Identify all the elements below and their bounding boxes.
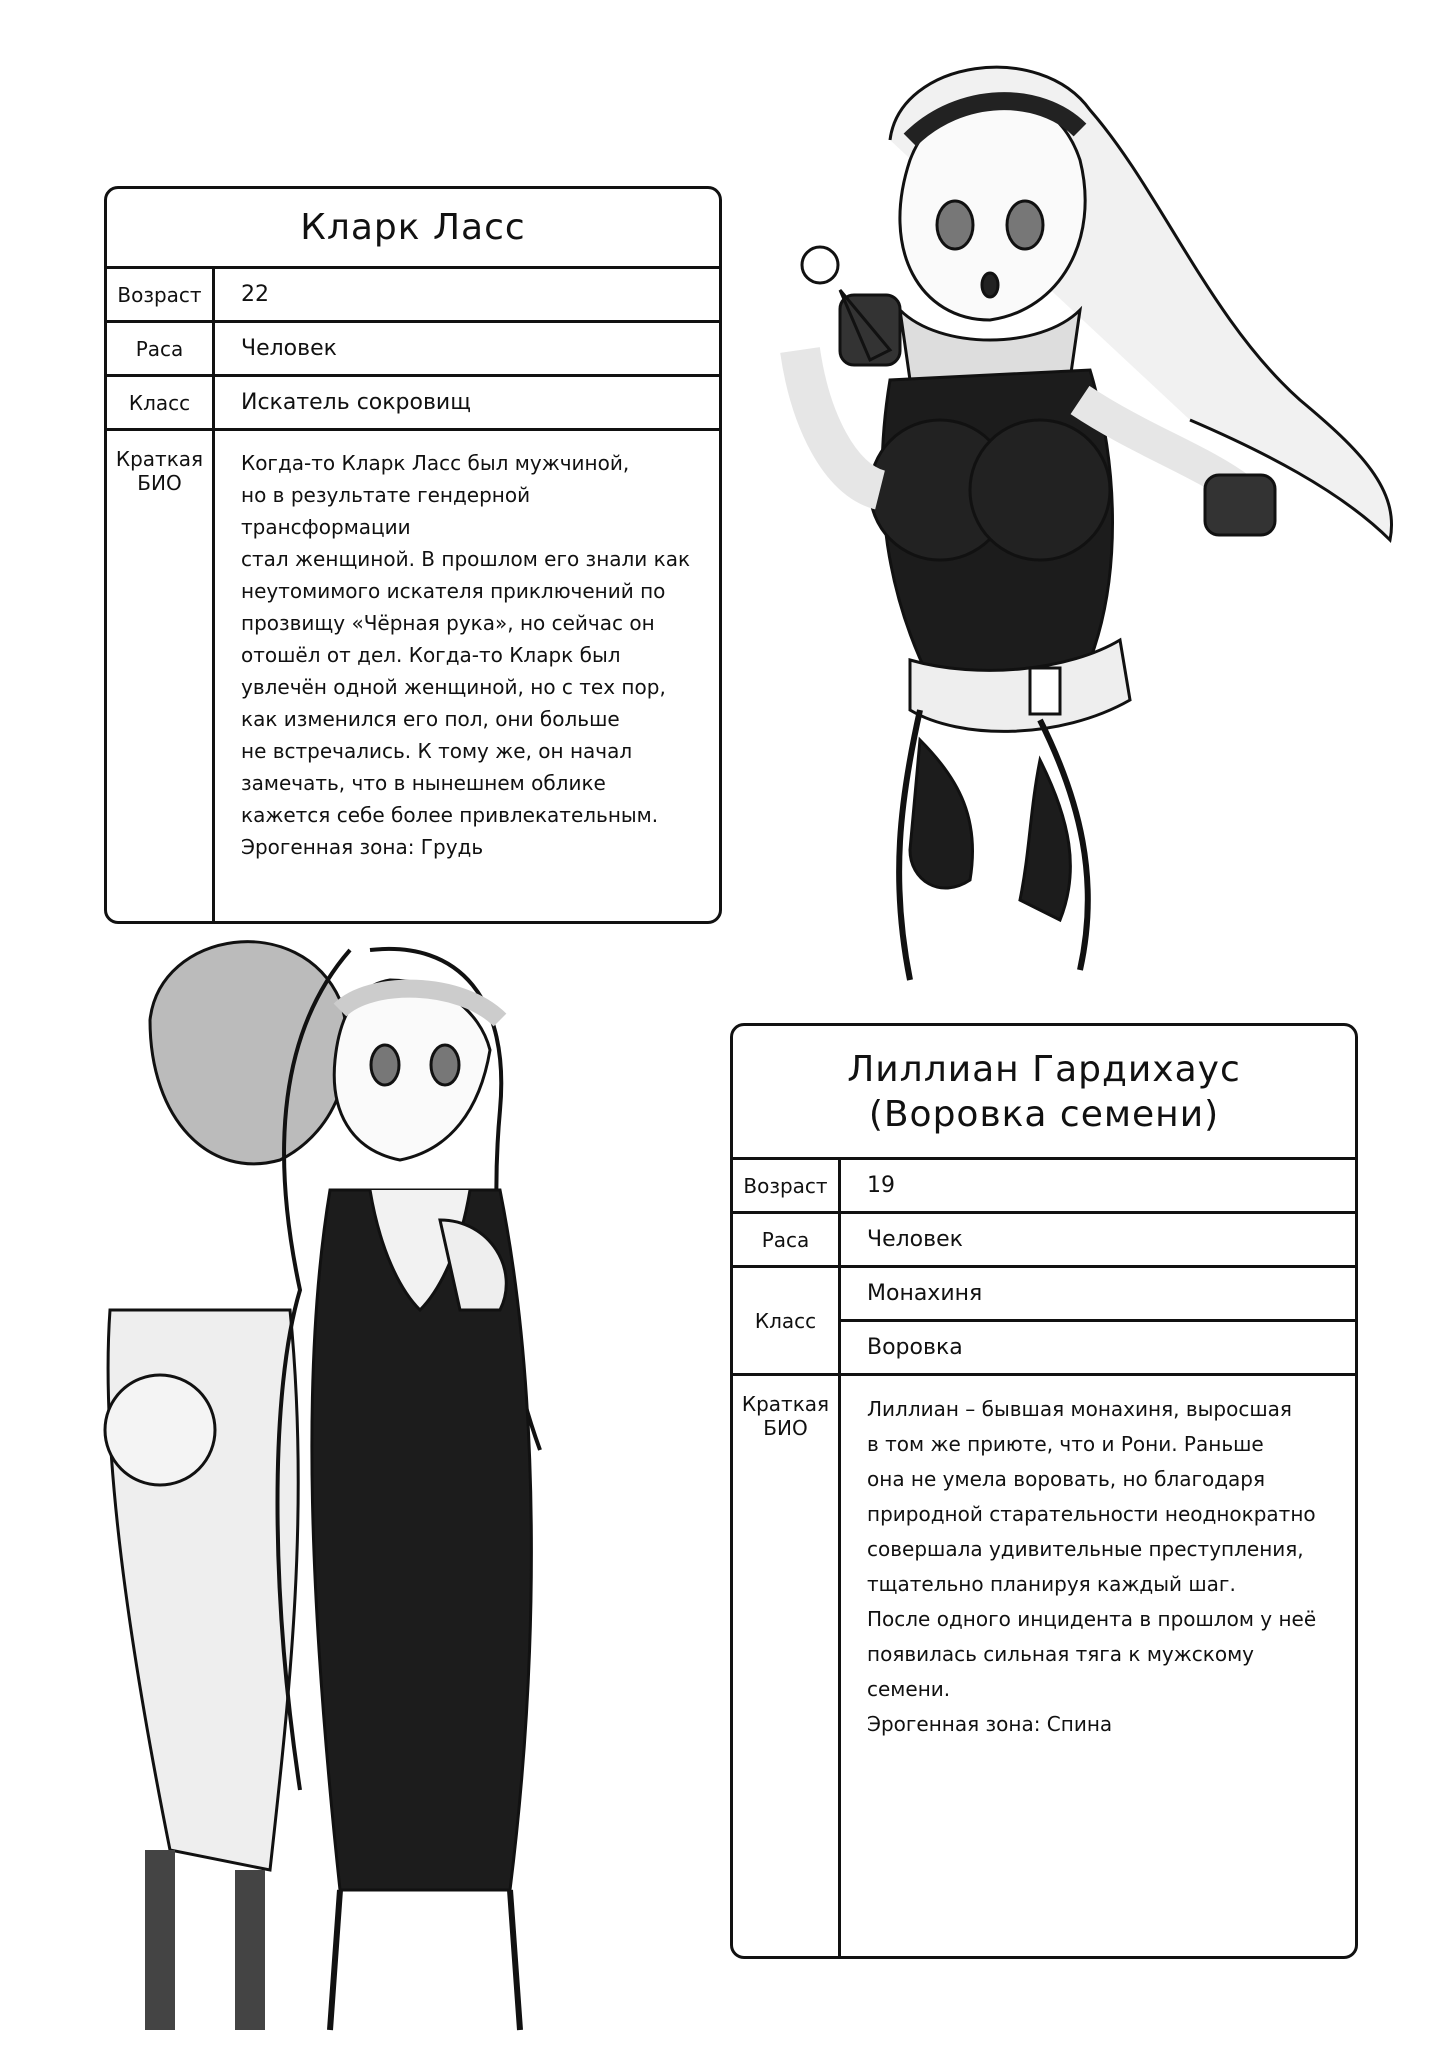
bio-text bbox=[215, 431, 719, 921]
bio-line: Эрогенная зона: Спина bbox=[867, 1712, 1113, 1736]
character-profile-card-1 bbox=[104, 186, 722, 924]
bio-line: тщательно планируя каждый шаг. bbox=[867, 1572, 1236, 1596]
class-value: Искатель сокровищ bbox=[241, 390, 471, 415]
race-value: Человек bbox=[867, 1227, 963, 1252]
character-illustration-treasure-hunter bbox=[740, 20, 1420, 1030]
bio-line: но в результате гендерной трансформации bbox=[241, 483, 531, 539]
race-label: Раса bbox=[107, 323, 215, 374]
bio-line: Лиллиан – бывшая монахиня, выросшая bbox=[867, 1397, 1292, 1421]
character-name: Лиллиан Гардихаус (Воровка семени) bbox=[733, 1026, 1355, 1160]
bio-line: как изменился его пол, они больше bbox=[241, 707, 620, 731]
bio-text bbox=[841, 1376, 1355, 1956]
race-value: Человек bbox=[241, 336, 337, 361]
bio-line: стал женщиной. В прошлом его знали как bbox=[241, 547, 691, 571]
race-label: Раса bbox=[733, 1214, 841, 1265]
bio-label: Краткая БИО bbox=[733, 1376, 841, 1956]
character-illustration-thief-and-nun bbox=[40, 890, 740, 2040]
bio-line: в том же приюте, что и Рони. Раньше bbox=[867, 1432, 1264, 1456]
age-row bbox=[107, 269, 719, 323]
bio-row bbox=[107, 431, 719, 921]
class-row bbox=[107, 377, 719, 431]
character-name: Кларк Ласс bbox=[107, 189, 719, 269]
age-label: Возраст bbox=[733, 1160, 841, 1211]
bio-line: замечать, что в нынешнем облике bbox=[241, 771, 606, 795]
bio-line: природной старательности неоднократно bbox=[867, 1502, 1316, 1526]
class-label: Класс bbox=[733, 1268, 841, 1373]
class-value-2: Воровка bbox=[841, 1319, 1355, 1373]
bio-line: кажется себе более привлекательным. bbox=[241, 803, 659, 827]
age-value: 22 bbox=[241, 282, 269, 307]
class-value-1: Монахиня bbox=[867, 1281, 983, 1306]
bio-label: Краткая БИО bbox=[107, 431, 215, 921]
bio-row bbox=[733, 1376, 1355, 1956]
age-row bbox=[733, 1160, 1355, 1214]
age-value: 19 bbox=[867, 1173, 895, 1198]
bio-line: неутомимого искателя приключений по bbox=[241, 579, 666, 603]
race-row bbox=[733, 1214, 1355, 1268]
bio-line: Эрогенная зона: Грудь bbox=[241, 835, 484, 859]
bio-line: Когда-то Кларк Ласс был мужчиной, bbox=[241, 451, 630, 475]
bio-line: После одного инцидента в прошлом у неё bbox=[867, 1607, 1317, 1631]
character-profile-card-2 bbox=[730, 1023, 1358, 1959]
race-row bbox=[107, 323, 719, 377]
bio-line: отошёл от дел. Когда-то Кларк был bbox=[241, 643, 621, 667]
class-row bbox=[733, 1268, 1355, 1376]
bio-line: совершала удивительные преступления, bbox=[867, 1537, 1304, 1561]
bio-line: она не умела воровать, но благодаря bbox=[867, 1467, 1266, 1491]
bio-line: не встречались. К тому же, он начал bbox=[241, 739, 633, 763]
bio-line: увлечён одной женщиной, но с тех пор, bbox=[241, 675, 666, 699]
age-label: Возраст bbox=[107, 269, 215, 320]
class-label: Класс bbox=[107, 377, 215, 428]
bio-line: прозвищу «Чёрная рука», но сейчас он bbox=[241, 611, 655, 635]
bio-line: появилась сильная тяга к мужскому семени. bbox=[867, 1642, 1255, 1701]
